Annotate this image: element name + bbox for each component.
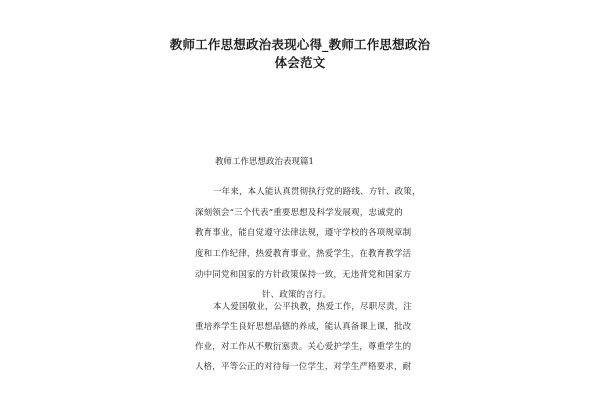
paragraph-2-line-2: 重培养学生良好思想品德的养成，能认真备课上课，批改 <box>195 322 412 332</box>
paragraph-2-line-1: 本人爱国敬业，公平执教，热爱工作，尽职尽责，注 <box>213 302 412 312</box>
document-title-line-1: 教师工作思想政治表现心得_教师工作思想政治 <box>169 37 431 52</box>
paragraph-1-line-1: 一年来，本人能认真贯彻执行党的路线、方针、政策， <box>213 187 421 197</box>
paragraph-2-line-4: 人格，平等公正的对待每一位学生，对学生严格要求，耐 <box>195 362 412 372</box>
paragraph-1-line-2: 深刻领会“三个代表”重要思想及科学发展观，忠诚党的 <box>195 208 403 218</box>
paragraph-1-line-5: 动中同党和国家的方针政策保持一致，无违背党和国家方 <box>195 270 412 280</box>
section-heading: 教师工作思想政治表现篇1 <box>215 157 314 167</box>
paragraph-1-line-3: 教育事业，能自觉遵守法律法规，遵守学校的各项规章制 <box>195 228 412 238</box>
paragraph-1-line-4: 度和工作纪律，热爱教育事业，热爱学生，在教育教学活 <box>195 249 412 259</box>
paragraph-1-line-6: 针、政策的言行。 <box>262 290 332 300</box>
paragraph-2-line-3: 作业，对工作从不敷衍塞责。关心爱护学生，尊重学生的 <box>195 342 412 352</box>
document-title-line-2: 体会范文 <box>274 55 326 70</box>
